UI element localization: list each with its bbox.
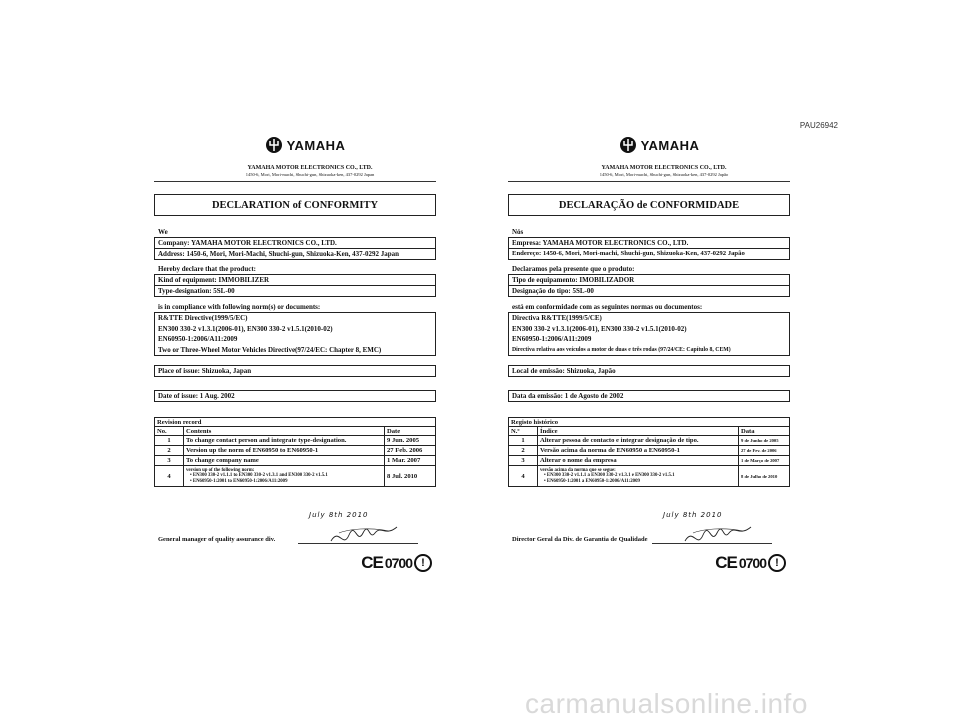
- revision-table: [154, 417, 436, 487]
- yamaha-logo: YAMAHA: [174, 134, 436, 156]
- tuning-fork-icon: [265, 136, 283, 154]
- tuning-fork-icon: [619, 136, 637, 154]
- document-title: DECLARATION of CONFORMITY: [154, 194, 436, 216]
- signatory-title: Director Geral da Div. de Garantia de Qualidade: [512, 536, 648, 543]
- col-no: No.: [155, 427, 184, 436]
- company-box: [508, 237, 790, 260]
- signature-block: [154, 511, 436, 572]
- table-row: [509, 466, 790, 487]
- table-row: [155, 466, 436, 487]
- norm-item: EN60950-1:2006/A11:2009: [158, 335, 238, 343]
- place-box: [508, 365, 790, 377]
- col-no: N.º: [509, 427, 538, 436]
- col-date: Data: [739, 427, 790, 436]
- type-row: Designação do tipo: 5SL-00: [509, 285, 789, 296]
- date-box: [508, 390, 790, 402]
- company-row: Empresa: YAMAHA MOTOR ELECTRONICS CO., LTD.: [512, 239, 689, 247]
- yamaha-logo: YAMAHA: [528, 134, 790, 156]
- address-row: Endereço: 1450-6, Mori, Mori-machi, Shuchi-gun, Shizuoka-Ken, 437-0292 Japão: [509, 248, 789, 259]
- rev-no: 4: [155, 466, 184, 487]
- alert-icon: !: [414, 554, 432, 572]
- signature-date: July 8th 2010: [309, 511, 369, 519]
- date-box: [154, 390, 436, 402]
- rev-contents: Versão acima da norma de EN60950 a EN60950-1: [538, 446, 739, 456]
- table-row: [155, 456, 436, 466]
- company-row: Company: YAMAHA MOTOR ELECTRONICS CO., LTD.: [158, 239, 337, 247]
- norms-box: [508, 312, 790, 356]
- rev-date: 8 de Julho de 2010: [739, 466, 790, 487]
- rev-contents: versão acima da norma que se segue: • EN300 330-2 v1.1.1 a EN300 330-2 v1.3.1 e EN300 330-2 v1.5.1 • EN60950-1:2001 a EN60950-1:2006/A11:2009: [538, 466, 739, 487]
- revision-label: Registo histórico: [509, 418, 790, 427]
- page-code: PAU26942: [799, 121, 838, 130]
- rev-contents: To change contact person and integrate type-designation.: [184, 436, 385, 446]
- norm-item: R&TTE Directive(1999/5/EC): [158, 314, 248, 322]
- rev-date: 8 Jul. 2010: [385, 466, 436, 487]
- declare-label: Declaramos pela presente que o produto:: [512, 265, 635, 273]
- table-row: [509, 446, 790, 456]
- declare-label: Hereby declare that the product:: [158, 265, 256, 273]
- signature-date: July 8th 2010: [663, 511, 723, 519]
- company-name: YAMAHA MOTOR ELECTRONICS CO., LTD.: [247, 165, 373, 171]
- norm-item: Directiva R&TTE(1999/5/CE): [512, 314, 602, 322]
- date-row: Date of issue: 1 Aug. 2002: [158, 392, 235, 400]
- rev-date: 1 Mar. 2007: [385, 456, 436, 466]
- declaration-portuguese: [508, 134, 790, 572]
- rev-no: 1: [509, 436, 538, 446]
- product-box: [154, 274, 436, 297]
- document-title: DECLARAÇÃO de CONFORMIDADE: [508, 194, 790, 216]
- rev-date: 9 Jun. 2005: [385, 436, 436, 446]
- rev-no: 2: [155, 446, 184, 456]
- norms-box: [154, 312, 436, 356]
- watermark: carmanualsonline.info: [525, 688, 808, 719]
- compliance-label: is in compliance with following norm(s) or documents:: [158, 303, 321, 311]
- rev-no: 3: [155, 456, 184, 466]
- divider: [508, 181, 790, 182]
- table-row: [509, 456, 790, 466]
- company-box: [154, 237, 436, 260]
- table-row: [155, 436, 436, 446]
- ce-marking: [361, 553, 432, 573]
- ce-mark: CE: [715, 553, 737, 572]
- compliance-label: está em conformidade com as seguintes normas ou documentos:: [512, 303, 703, 311]
- rev-contents: Alterar pessoa de contacto e integrar designação de tipo.: [538, 436, 739, 446]
- declaration-english: [154, 134, 436, 572]
- rev-date: 27 de Fev. de 2006: [739, 446, 790, 456]
- company-address: 1450-6, Mori, Mori-machi, Shuchi-gun, Shizuoka-ken, 437-0292 Japão: [599, 172, 729, 177]
- place-row: Local de emissão: Shizuoka, Japão: [512, 367, 616, 375]
- norm-item: EN300 330-2 v1.3.1(2006-01), EN300 330-2 v1.5.1(2010-02): [512, 324, 687, 333]
- rev-contents: To change company name: [184, 456, 385, 466]
- rev-date: 9 de Junho de 2005: [739, 436, 790, 446]
- date-row: Data da emissão: 1 de Agosto de 2002: [512, 392, 624, 400]
- table-row: [509, 436, 790, 446]
- col-contents: Índice: [538, 427, 739, 436]
- notified-body-number: 0700: [738, 555, 766, 571]
- signature-block: [508, 511, 790, 572]
- signatory-title: General manager of quality assurance div.: [158, 536, 276, 543]
- we-label: Nós: [512, 228, 524, 236]
- table-row: [155, 446, 436, 456]
- rev-contents: Version up the norm of EN60950 to EN60950-1: [184, 446, 385, 456]
- rev-no: 1: [155, 436, 184, 446]
- place-box: [154, 365, 436, 377]
- ce-marking: [715, 553, 786, 573]
- kind-row: Tipo de equipamento: IMOBILIZADOR: [512, 276, 635, 284]
- kind-row: Kind of equipment: IMMOBILIZER: [158, 276, 270, 284]
- norm-item: Directiva relativa aos veículos a motor de duas e três rodas (97/24/CE: Capítulo 8, CEM): [512, 346, 731, 353]
- rev-no: 4: [509, 466, 538, 487]
- divider: [154, 181, 436, 182]
- place-row: Place of issue: Shizuoka, Japan: [158, 367, 252, 375]
- address-row: Address: 1450-6, Mori, Mori-Machi, Shuchi-gun, Shizuoka-Ken, 437-0292 Japan: [155, 248, 435, 259]
- signature-line: [298, 543, 418, 544]
- norm-item: EN60950-1:2006/A11:2009: [512, 335, 592, 343]
- company-name: YAMAHA MOTOR ELECTRONICS CO., LTD.: [601, 165, 727, 171]
- col-contents: Contents: [184, 427, 385, 436]
- alert-icon: !: [768, 554, 786, 572]
- ce-mark: CE: [361, 553, 383, 572]
- norm-item: Two or Three-Wheel Motor Vehicles Directive(97/24/EC: Chapter 8, EMC): [158, 345, 382, 354]
- rev-contents: version up of the following norm: • EN300 330-2 v1.1.1 to EN300 330-2 v1.3.1 and EN300 330-2 v1.5.1 • EN60950-1:2001 to EN60950-1:2006/A11:2009: [184, 466, 385, 487]
- we-label: We: [158, 228, 168, 236]
- signature-line: [652, 543, 772, 544]
- company-address: 1450-6, Mori, Mori-machi, Shuchi-gun, Shizuoka-ken, 437-0292 Japan: [245, 172, 375, 177]
- rev-date: 1 de Março de 2007: [739, 456, 790, 466]
- rev-contents: Alterar o nome da empresa: [538, 456, 739, 466]
- notified-body-number: 0700: [384, 555, 412, 571]
- rev-no: 3: [509, 456, 538, 466]
- product-box: [508, 274, 790, 297]
- col-date: Date: [385, 427, 436, 436]
- revision-label: Revision record: [155, 418, 436, 427]
- revision-table: [508, 417, 790, 487]
- norm-item: EN300 330-2 v1.3.1(2006-01), EN300 330-2 v1.5.1(2010-02): [158, 324, 333, 333]
- type-row: Type-designation: 5SL-00: [155, 285, 435, 296]
- rev-no: 2: [509, 446, 538, 456]
- rev-date: 27 Feb. 2006: [385, 446, 436, 456]
